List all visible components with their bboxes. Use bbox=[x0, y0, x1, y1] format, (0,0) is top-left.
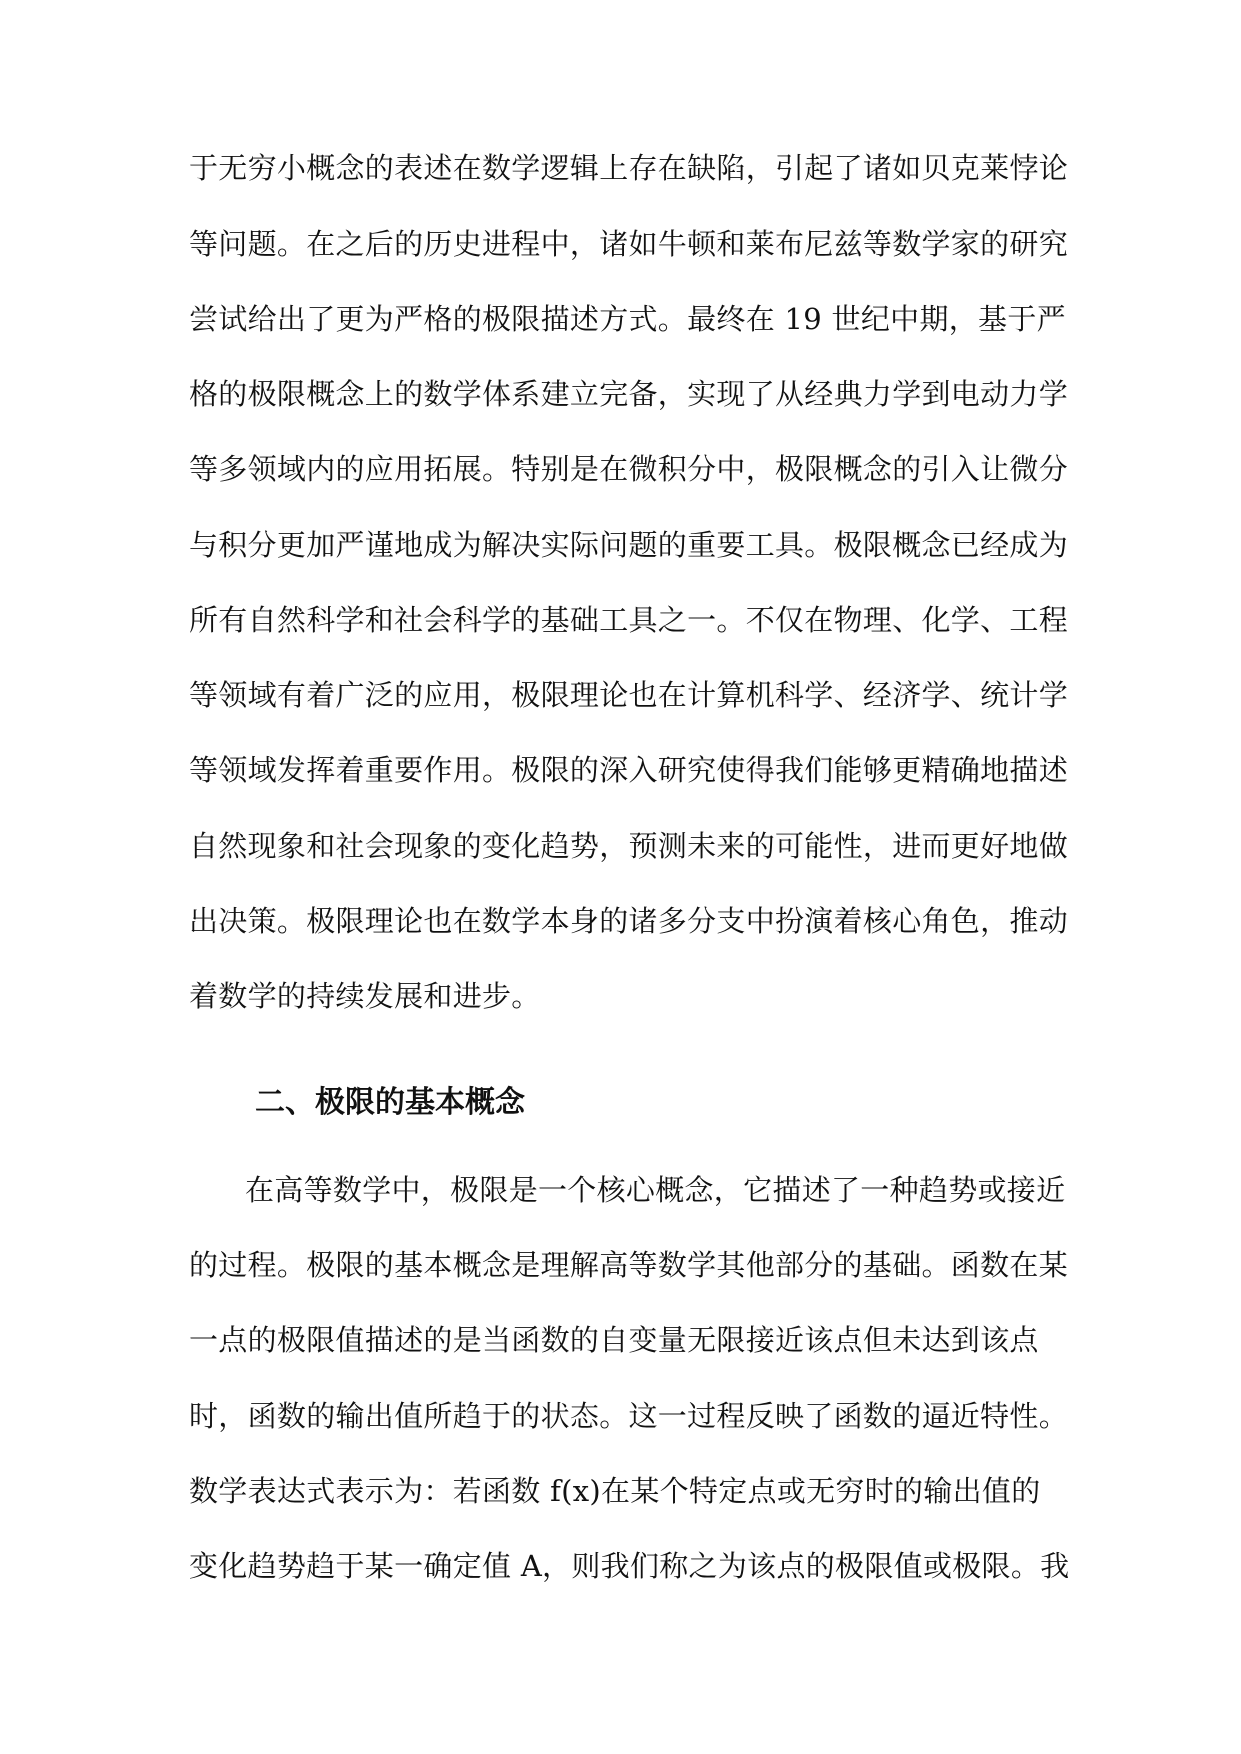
text-line: 等领域发挥着重要作用。极限的深入研究使得我们能够更精确地描述 bbox=[189, 753, 1069, 787]
text-line: 尝试给出了更为严格的极限描述方式。最终在 19 世纪中期，基于严 bbox=[189, 302, 1066, 336]
text-line: 着数学的持续发展和进步。 bbox=[189, 979, 541, 1013]
text-line: 在高等数学中，极限是一个核心概念，它描述了一种趋势或接近 bbox=[245, 1173, 1066, 1207]
text-line: 所有自然科学和社会科学的基础工具之一。不仅在物理、化学、工程 bbox=[189, 603, 1069, 637]
text-line: 等领域有着广泛的应用，极限理论也在计算机科学、经济学、统计学 bbox=[189, 678, 1069, 712]
text-line: 一点的极限值描述的是当函数的自变量无限接近该点但未达到该点 bbox=[189, 1323, 1039, 1357]
text-line: 变化趋势趋于某一确定值 A，则我们称之为该点的极限值或极限。我 bbox=[189, 1549, 1070, 1583]
text-line: 自然现象和社会现象的变化趋势，预测未来的可能性，进而更好地做 bbox=[189, 829, 1069, 863]
text-line: 等多领域内的应用拓展。特别是在微积分中，极限概念的引入让微分 bbox=[189, 452, 1069, 486]
section-heading: 二、极限的基本概念 bbox=[255, 1085, 525, 1120]
text-line: 数学表达式表示为：若函数 f(x)在某个特定点或无穷时的输出值的 bbox=[189, 1474, 1041, 1508]
text-line: 时，函数的输出值所趋于的状态。这一过程反映了函数的逼近特性。 bbox=[189, 1399, 1069, 1433]
text-line: 与积分更加严谨地成为解决实际问题的重要工具。极限概念已经成为 bbox=[189, 528, 1069, 562]
text-line: 的过程。极限的基本概念是理解高等数学其他部分的基础。函数在某 bbox=[189, 1248, 1069, 1282]
text-line: 格的极限概念上的数学体系建立完备，实现了从经典力学到电动力学 bbox=[189, 377, 1069, 411]
text-line: 等问题。在之后的历史进程中，诸如牛顿和莱布尼兹等数学家的研究 bbox=[189, 227, 1069, 261]
text-line: 出决策。极限理论也在数学本身的诸多分支中扮演着核心角色，推动 bbox=[189, 904, 1069, 938]
text-line: 于无穷小概念的表述在数学逻辑上存在缺陷，引起了诸如贝克莱悖论 bbox=[189, 151, 1069, 185]
